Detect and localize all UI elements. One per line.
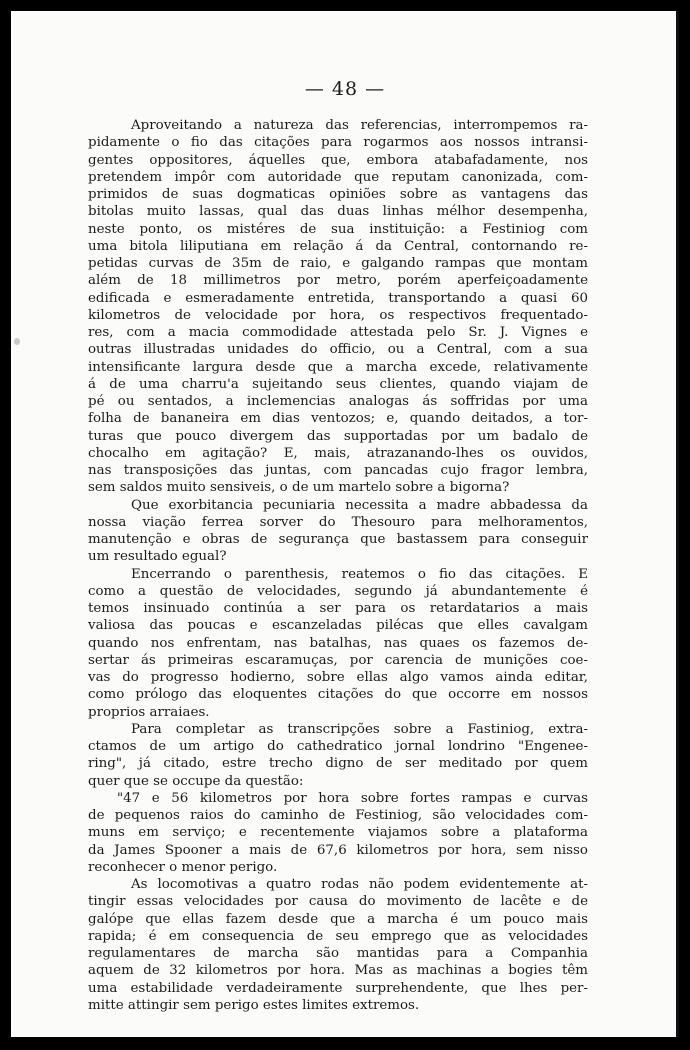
text-line: kilometros de velocidade por hora, os respectivos frequentado- [88,307,588,323]
text-line: pretendem impôr com autoridade que reputam canonizada, com- [88,169,588,185]
text-line: Para completar as transcripções sobre a Fastiniog, extra- [131,721,588,737]
text-line: edificada e esmeradamente entretida, transportando a quasi 60 [88,290,588,306]
text-line: turas que pouco divergem das supportadas por um badalo de [88,428,588,444]
text-line: outras illustradas unidades do officio, ou a Central, com a sua [88,342,588,358]
scan-smudge [14,338,20,345]
text-line: pé ou sentados, a inclemencias analogas ás soffridas por uma [88,394,588,409]
paragraph [88,790,588,876]
text-line: ctamos de um artigo do cathedratico jornal londrino "Engenee- [88,739,588,754]
text-line: um resultado egual? [88,549,227,565]
text-line: como prólogo das eloquentes citações do que occorre em nossos [88,687,588,703]
text-line: vas do progresso hodierno, sobre ellas algo vamos ainda editar, [88,670,588,685]
text-line: neste ponto, os mistéres de sua instituição: a Festiniog com [88,221,588,237]
text-line: nossa viação ferrea sorver do Thesouro para melhoramentos, [88,514,588,530]
paragraph [88,117,588,497]
text-line: chocalho em agitação? E, mais, atrazanando-lhes os ouvidos, [88,445,588,461]
text-line: galópe que ellas fazem desde que a marcha é um pouco mais [88,911,588,927]
text-line: gentes oppositores, áquelles que, embora atabafadamente, nos [88,152,588,168]
text-line: sertar ás primeiras escaramuças, por carencia de munições coe- [88,652,588,668]
text-line: sem saldos muito sensiveis, o de um martelo sobre a bigorna? [88,480,510,496]
page-number: — 48 — [304,78,386,100]
text-line: temos insinuado continúa a ser para os retardatarios a mais [88,601,588,616]
text-line: uma estabilidade verdadeiramente surprehendente, que lhes per- [88,980,588,996]
text-line: petidas curvas de 35m de raio, e galgando rampas que montam [88,256,588,271]
text-line: regulamentares de marcha são mantidas para a Companhia [88,946,588,961]
text-line: Encerrando o parenthesis, reatemos o fio das citações. E [131,566,588,582]
text-line: mitte attingir sem perigo estes limites extremos. [88,997,420,1013]
text-line: da James Spooner a mais de 67,6 kilometros por hora, sem nisso [88,842,588,858]
text-line: aquem de 32 kilometros por hora. Mas as machinas a bogies têm [88,963,588,979]
text-line: ring", já citado, estre trecho digno de ser meditado por quem [88,756,588,772]
body-text [88,117,588,1014]
text-line: Aproveitando a natureza das referencias, interrompemos ra- [131,118,588,133]
text-line: bitolas muito lassas, qual das duas linhas mélhor desempenha, [88,204,588,220]
text-line: As locomotivas a quatro rodas não podem evidentemente at- [131,877,588,892]
text-line: valiosa das poucas e escanzeladas pilécas que elles cavalgam [88,618,588,634]
paragraph [88,497,588,566]
text-line: muns em serviço; e recentemente viajamos sobre a plataforma [88,825,588,841]
text-line: uma bitola liliputiana em relação á da Central, contornando re- [88,238,588,254]
text-line: intensificante largura desde que a marcha excede, relativamente [88,359,588,375]
text-line: quando nos enfrentam, nas batalhas, nas quaes os fazemos de- [88,635,588,651]
paragraph [88,721,588,790]
text-line: nas transposições das juntas, com pancadas cujo fragor lembra, [88,463,588,478]
text-line: além de 18 millimetros por metro, porém aperfeiçoadamente [88,273,588,289]
text-line: á de uma charru'a sujeitando seus clientes, quando viajam de [88,376,588,392]
text-line: tingir essas velocidades por causa do movimento de lacête e de [88,894,588,910]
text-line: manutenção e obras de segurança que bastassem para conseguir [88,532,588,547]
text-line: proprios arraiaes. [88,704,210,720]
text-line: pidamente o fio das citações para rogarmos aos nossos intransi- [88,135,588,151]
text-line: res, com a macia commodidade attestada pelo Sr. J. Vignes e [88,325,588,340]
text-line: como a questão de velocidades, segundo já abundantemente é [88,583,588,599]
paragraph [88,566,588,721]
text-line: de pequenos raios do caminho de Festiniog, são velocidades com- [88,808,588,823]
text-line: quer que se occupe da questão: [88,773,304,789]
paragraph [88,876,588,1014]
text-line: rapida; é em consequencia de seu emprego que as velocidades [88,928,588,944]
text-line: primidos de suas dogmaticas opiniões sobre as vantagens das [88,187,588,202]
text-line: folha de bananeira em dias ventozos; e, quando deitados, a tor- [88,411,588,427]
text-line: "47 e 56 kilometros por hora sobre fortes rampas e curvas [117,790,588,806]
text-line: reconhecer o menor perigo. [88,859,278,875]
text-line: Que exorbitancia pecuniaria necessita a madre abbadessa da [131,497,588,513]
